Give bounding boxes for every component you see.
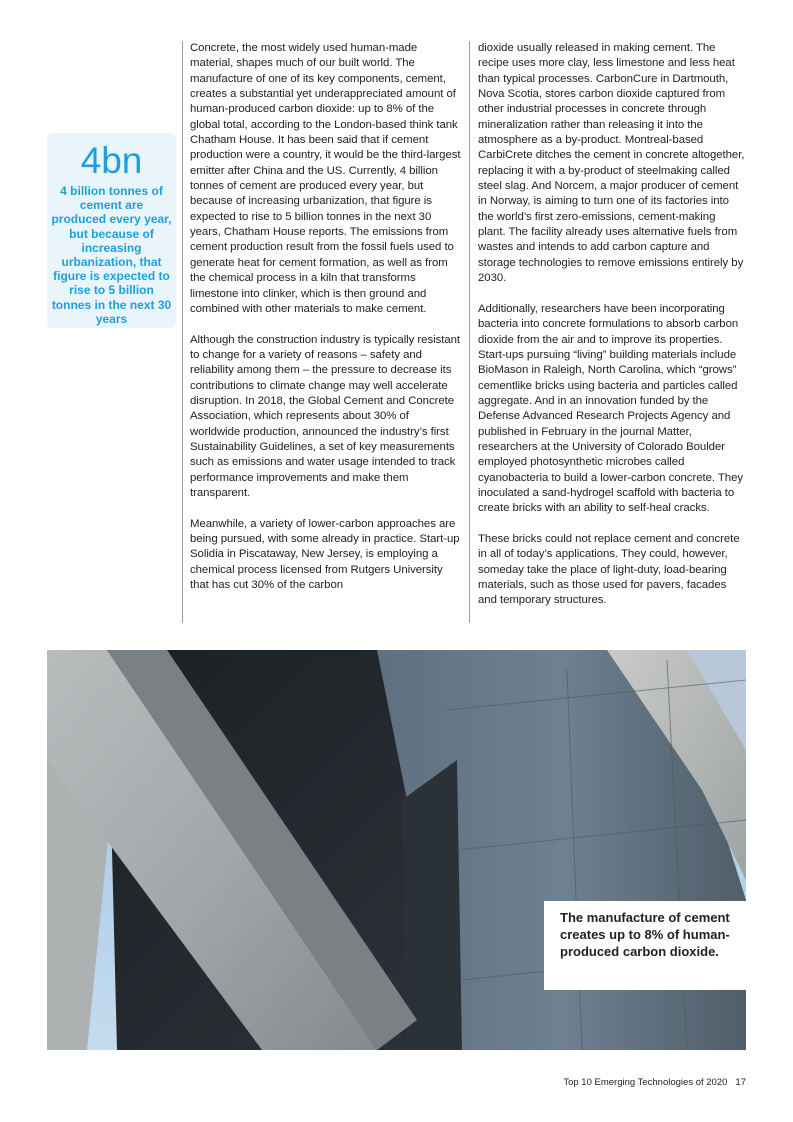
callout-big-number: 4bn [80,140,143,181]
paragraph: These bricks could not replace cement and concrete in all of today’s applications. They could, however, someday take the place of light-duty, load-bearing materials, such as those used for pavers, facades and temporary structures. [478,533,740,607]
paragraph: dioxide usually released in making cement. The recipe uses more clay, less limestone and less heat than typical processes. CarbonCure in Dartmouth, Nova Scotia, stores carbon dioxide captured from other industrial processes in concrete through mineralization rather than releasing it into the atmosphere as a by-product. Montreal-based CarbiCrete ditches the cement in concrete altogether, replacing it with a by-product of steelmaking called steel slag. And Norcem, a major producer of cement in Norway, is aiming to turn one of its factories into the world’s first zero-emissions, cement-making plant. The facility already uses alternative fuels from wastes and intends to add carbon capture and storage technologies to remove emissions entirely by 2030. [478,42,745,285]
paragraph: Additionally, researchers have been incorporating bacteria into concrete formulations to absorb carbon dioxide from the air and to improve its properties. Start-ups pursuing “living” building materials include BioMason in Raleigh, North Carolina, which “grows” cementlike bricks using bacteria and particles called aggregate. And in an innovation funded by the Defense Advanced Research Projects Agency and published in February in the journal Matter, researchers at the University of Colorado Boulder employed photosynthetic microbes called cyanobacteria to build a lower-carbon concrete. They inoculated a sand-hydrogel scaffold with bacteria to create bricks with an ability to self-heal cracks. [478,302,744,515]
concrete-building-photo [47,650,746,1050]
photo-caption: The manufacture of cement creates up to 8% of human-produced carbon dioxide. [544,901,746,990]
paragraph: Although the construction industry is typically resistant to change for a variety of reasons – safety and reliability among them – the pressure to decrease its contributions to climate change may well accelerate disruption. In 2018, the Global Cement and Concrete Association, which represents about 30% of worldwide production, announced the industry’s first Sustainability Guidelines, a set of key measurements such as emissions and water usage intended to track performance improvements and make them transparent. [190,333,461,499]
paragraph: Meanwhile, a variety of lower-carbon approaches are being pursued, with some already in practice. Start-up Solidia in Piscataway, New Jersey, is employing a chemical process licensed from Rutgers University that has cut 30% of the carbon [190,517,460,592]
column-rule-left [182,41,183,623]
callout-text: 4 billion tonnes of cement are produced every year, but because of increasing urbanization, that figure is expected to rise to 5 billion tonnes in the next 30 years [51,184,172,326]
stat-callout [47,133,176,328]
page-number: 17 [735,1077,746,1088]
body-column-2 [478,41,746,624]
body-column-1 [190,41,462,609]
footer-title: Top 10 Emerging Technologies of 2020 [563,1077,728,1088]
paragraph: Concrete, the most widely used human-made material, shapes much of our built world. The manufacture of one of its key components, cement, creates a substantial yet underappreciated amount of human-produced carbon dioxide: up to 8% of the global total, according to the London-based think tank Chatham House. It has been said that if cement production were a country, it would be the third-largest emitter after China and the US. Currently, 4 billion tonnes of cement are produced every year, but because of increasing urbanization, that figure is expected to rise to 5 billion tonnes in the next 30 years, Chatham House reports. The emissions from cement production result from the fossil fuels used to generate heat for cement formation, as well as from the chemical process in a kiln that transforms limestone into clinker, which is then ground and combined with other materials to make cement. [190,42,461,315]
concrete-beams-illustration [47,650,746,1050]
page-footer [563,1077,746,1088]
column-rule-middle [469,41,470,623]
